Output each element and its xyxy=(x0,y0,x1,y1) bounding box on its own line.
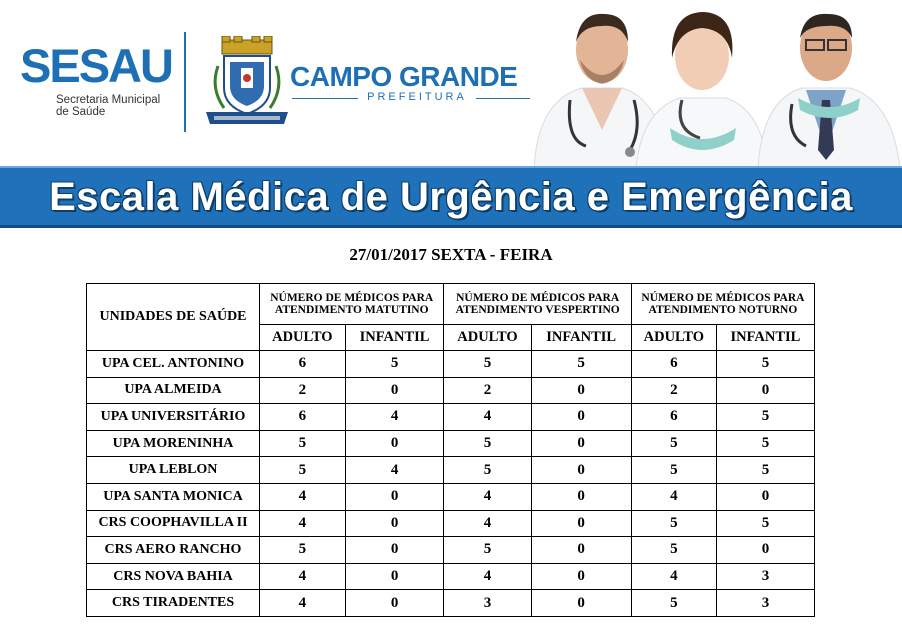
table-row xyxy=(87,404,815,431)
table-cell: 2 xyxy=(631,377,716,404)
sesau-logo xyxy=(20,39,172,122)
title-banner xyxy=(0,166,902,228)
table-cell: 4 xyxy=(260,563,346,590)
schedule-table xyxy=(86,283,815,617)
table-cell: 0 xyxy=(345,430,444,457)
table-row xyxy=(87,351,815,378)
table-cell: 2 xyxy=(260,377,346,404)
unit-name: UPA LEBLON xyxy=(87,457,260,484)
table-cell: 4 xyxy=(444,483,531,510)
table-cell: 5 xyxy=(444,351,531,378)
sesau-subtitle: Secretaria Municipal de Saúde xyxy=(56,94,161,118)
table-cell: 0 xyxy=(531,537,631,564)
table-cell: 5 xyxy=(444,457,531,484)
table-cell: 5 xyxy=(631,510,716,537)
table-cell: 0 xyxy=(531,590,631,617)
table-cell: 6 xyxy=(260,404,346,431)
table-cell: 3 xyxy=(716,563,814,590)
table-cell: 4 xyxy=(260,483,346,510)
table-cell: 0 xyxy=(531,483,631,510)
subheader-child: INFANTIL xyxy=(531,325,631,351)
table-cell: 5 xyxy=(716,457,814,484)
table-cell: 6 xyxy=(631,351,716,378)
table-cell: 0 xyxy=(716,483,814,510)
table-cell: 5 xyxy=(631,430,716,457)
table-cell: 0 xyxy=(531,430,631,457)
table-cell: 4 xyxy=(345,404,444,431)
table-cell: 0 xyxy=(716,377,814,404)
banner-title: Escala Médica de Urgência e Emergência xyxy=(49,175,853,219)
unit-name: UPA CEL. ANTONINO xyxy=(87,351,260,378)
group-header-afternoon: NÚMERO DE MÉDICOS PARA ATENDIMENTO VESPERTINO xyxy=(444,284,631,325)
subheader-adult: ADULTO xyxy=(260,325,346,351)
unit-name: CRS TIRADENTES xyxy=(87,590,260,617)
table-row xyxy=(87,563,815,590)
subheader-adult: ADULTO xyxy=(631,325,716,351)
table-cell: 5 xyxy=(260,457,346,484)
subheader-child: INFANTIL xyxy=(345,325,444,351)
table-row xyxy=(87,377,815,404)
table-row xyxy=(87,510,815,537)
table-cell: 0 xyxy=(531,404,631,431)
table-cell: 0 xyxy=(345,537,444,564)
unit-name: CRS COOPHAVILLA II xyxy=(87,510,260,537)
unit-name: UPA MORENINHA xyxy=(87,430,260,457)
table-cell: 2 xyxy=(444,377,531,404)
table-cell: 4 xyxy=(345,457,444,484)
table-cell: 4 xyxy=(444,404,531,431)
group-header-morning: NÚMERO DE MÉDICOS PARA ATENDIMENTO MATUTINO xyxy=(260,284,444,325)
unit-name: UPA UNIVERSITÁRIO xyxy=(87,404,260,431)
city-subtitle: PREFEITURA xyxy=(367,91,467,103)
table-cell: 5 xyxy=(716,510,814,537)
table-cell: 6 xyxy=(260,351,346,378)
unit-name: UPA SANTA MONICA xyxy=(87,483,260,510)
unit-name: CRS NOVA BAHIA xyxy=(87,563,260,590)
table-cell: 0 xyxy=(345,590,444,617)
table-cell: 0 xyxy=(716,537,814,564)
table-cell: 5 xyxy=(716,404,814,431)
unit-name: UPA ALMEIDA xyxy=(87,377,260,404)
table-cell: 5 xyxy=(631,537,716,564)
table-cell: 3 xyxy=(716,590,814,617)
table-cell: 3 xyxy=(444,590,531,617)
subheader-child: INFANTIL xyxy=(716,325,814,351)
table-row xyxy=(87,483,815,510)
table-cell: 0 xyxy=(345,377,444,404)
table-row xyxy=(87,537,815,564)
city-crest-icon xyxy=(204,36,290,128)
table-cell: 5 xyxy=(716,430,814,457)
table-cell: 4 xyxy=(260,590,346,617)
table-cell: 0 xyxy=(531,377,631,404)
unit-column-header: UNIDADES DE SAÚDE xyxy=(87,284,260,351)
table-cell: 5 xyxy=(631,590,716,617)
city-title: CAMPO GRANDE xyxy=(290,61,518,92)
table-header-row xyxy=(87,284,815,325)
table-cell: 4 xyxy=(444,510,531,537)
unit-name: CRS AERO RANCHO xyxy=(87,537,260,564)
table-cell: 0 xyxy=(345,563,444,590)
table-cell: 5 xyxy=(716,351,814,378)
sesau-logo-text: SESAU xyxy=(20,39,172,92)
table-cell: 5 xyxy=(444,537,531,564)
table-cell: 5 xyxy=(531,351,631,378)
table-cell: 5 xyxy=(260,537,346,564)
city-subtitle-wrap xyxy=(290,92,544,106)
table-cell: 0 xyxy=(345,510,444,537)
table-cell: 5 xyxy=(444,430,531,457)
table-cell: 4 xyxy=(631,563,716,590)
table-cell: 5 xyxy=(345,351,444,378)
table-cell: 0 xyxy=(531,457,631,484)
group-header-night: NÚMERO DE MÉDICOS PARA ATENDIMENTO NOTURNO xyxy=(631,284,814,325)
doctors-photo xyxy=(530,0,902,168)
table-cell: 6 xyxy=(631,404,716,431)
table-cell: 5 xyxy=(260,430,346,457)
schedule-date: 27/01/2017 SEXTA - FEIRA xyxy=(349,245,553,264)
table-cell: 0 xyxy=(531,563,631,590)
subheader-adult: ADULTO xyxy=(444,325,531,351)
table-cell: 4 xyxy=(631,483,716,510)
table-row xyxy=(87,590,815,617)
header-divider xyxy=(184,32,186,132)
table-row xyxy=(87,457,815,484)
table-cell: 0 xyxy=(345,483,444,510)
header xyxy=(0,0,902,168)
table-cell: 5 xyxy=(631,457,716,484)
table-row xyxy=(87,430,815,457)
table-cell: 0 xyxy=(531,510,631,537)
table-cell: 4 xyxy=(444,563,531,590)
table-cell: 4 xyxy=(260,510,346,537)
